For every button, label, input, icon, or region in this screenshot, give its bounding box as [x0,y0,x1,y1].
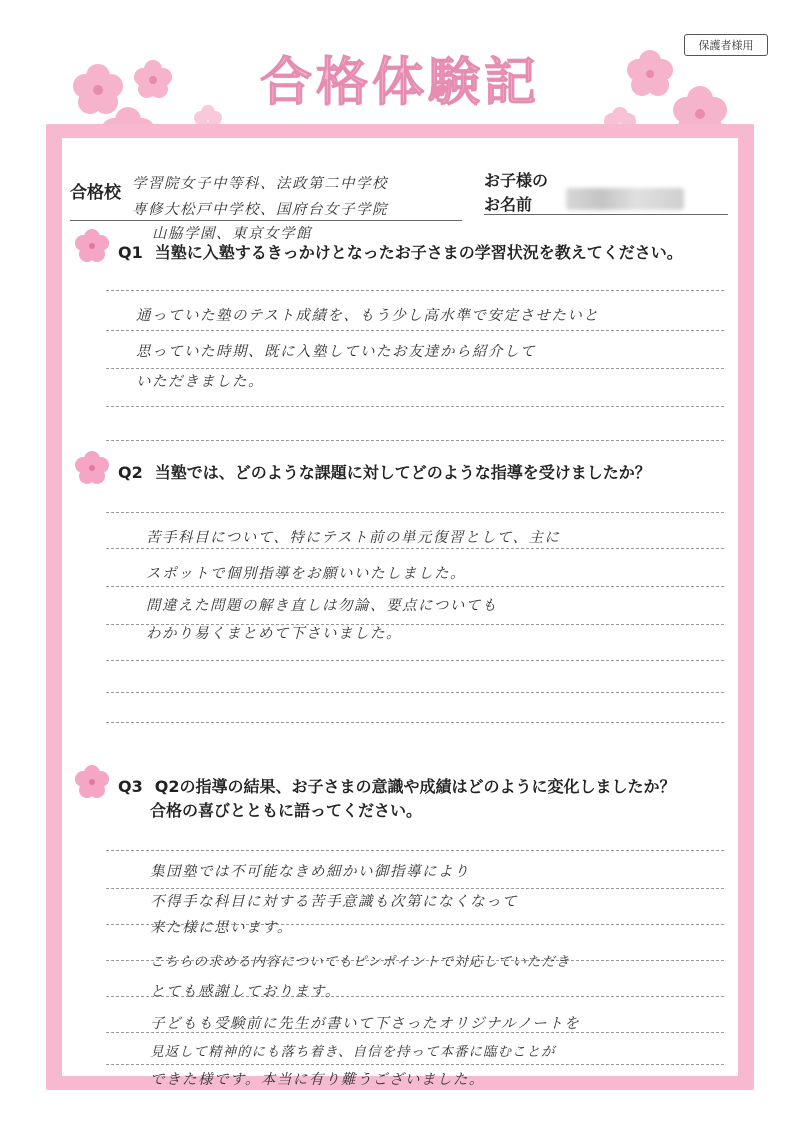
q1-text: 当塾に入塾するきっかけとなったお子さまの学習状況を教えてください。 [154,243,683,262]
q2-title [118,460,651,483]
q3-answer-5: とても感謝しております。 [150,984,341,1000]
guardian-badge: 保護者様用 [684,34,768,56]
q3-answer-8: できた様です。本当に有り難うございました。 [150,1072,485,1088]
q1-answer-2: 思っていた時期、既に入塾していたお友達から紹介して [136,344,536,360]
name-underline [484,214,728,215]
redacted-name [566,188,684,210]
q3-answer-2: 不得手な科目に対する苦手意識も次第になくなって [150,894,518,910]
school-line-1: 学習院女子中等科、法政第二中学校 [132,176,388,192]
q2-rule-2 [106,548,724,549]
q3-answer-3: 来た様に思います。 [150,920,293,936]
q3-answer-4: こちらの求める内容についてもピンポイントで対応していただき [150,954,571,970]
q1-number: Q1 [118,243,143,262]
name-label-1: お子様の [484,171,549,190]
q2-answer-1: 苦手科目について、特にテスト前の単元復習として、主に [146,530,561,546]
name-label-2: お名前 [484,195,533,214]
q1-rule-2 [106,330,724,331]
q1-title [118,240,683,263]
q2-number: Q2 [118,463,143,482]
q2-answer-4: わかり易くまとめて下さいました。 [146,626,402,642]
q3-answer-6: 子どもも受験前に先生が書いて下さったオリジナルノートを [150,1016,581,1032]
page-title: 合格体験記 [259,53,540,113]
q1-answer-1: 通っていた塾のテスト成績を、もう少し高水準で安定させたいと [136,308,600,324]
q3-flower-icon [74,764,110,800]
q2-flower-icon [74,450,110,486]
q2-rule-5 [106,660,724,661]
q2-answer-3: 間違えた問題の解き直しは勿論、要点についても [146,598,498,614]
school-line-2: 専修大松戸中学校、国府台女子学院 [132,202,388,218]
q3-answer-1: 集団塾では不可能なきめ細かい御指導により [150,864,470,880]
school-label: 合格校 [70,183,121,203]
school-line-3: 山脇学園、東京女学館 [152,226,312,242]
q2-rule-7 [106,722,724,723]
q2-rule-3 [106,586,724,587]
q2-answer-2: スポットで個別指導をお願いいたしました。 [146,566,466,582]
q1-rule-4 [106,406,724,407]
q3-rule-2 [106,888,724,889]
q1-rule-1 [106,290,724,291]
q2-rule-6 [106,692,724,693]
q3-answer-7: 見返して精神的にも落ち着き、自信を持って本番に臨むことが [150,1044,556,1060]
q3-subtitle: 合格の喜びとともに語ってください。 [150,801,423,820]
q3-text: Q2の指導の結果、お子さまの意識や成績はどのように変化しましたか？ [154,777,676,796]
q1-rule-3 [106,368,724,369]
q1-answer-3: いただきました。 [136,374,264,390]
q2-rule-1 [106,512,724,513]
q3-rule-1 [106,850,724,851]
q1-flower-icon [74,228,110,264]
q2-text: 当塾では、どのような課題に対してどのような指導を受けましたか？ [154,463,651,482]
q3-title [118,774,675,797]
school-underline [70,220,462,221]
q3-number: Q3 [118,777,143,796]
q1-rule-5 [106,440,724,441]
q3-rule-7 [106,1064,724,1065]
